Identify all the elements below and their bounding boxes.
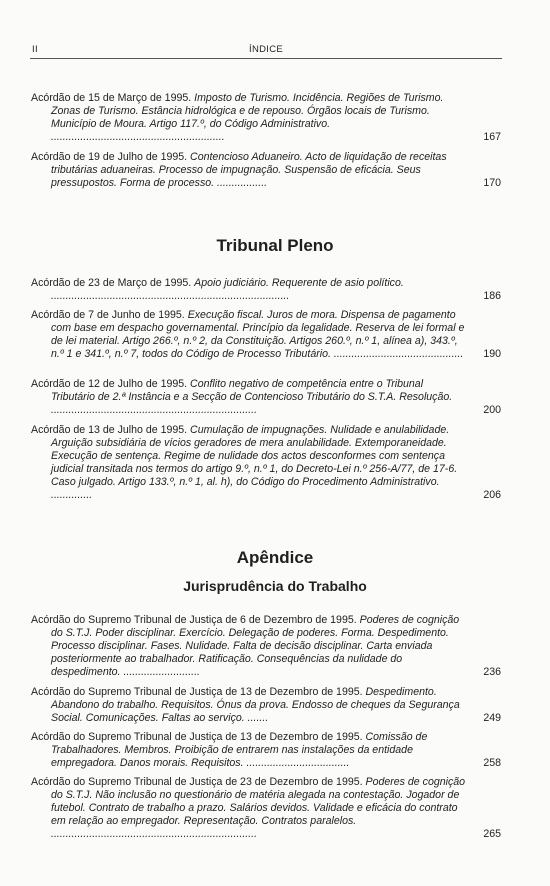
section-title-tribunal-pleno: Tribunal Pleno: [216, 236, 334, 255]
running-header: [30, 42, 502, 59]
entry-topic: Conflito negativo de competência entre o Tribunal Tributário de 2.ª Instância e a Secção de Contencioso Tributário do S.T.A. Resolução. ......................................................................: [51, 378, 453, 416]
entry-topic: Cumulação de impugnações. Nulidade e anulabilidade. Arguição subsidiária de vícios geradores de mera anulabilidade. Extemporaneidade. Execução de sentença. Regime de nulidade dos actos desconformes com sentença judicial transitada nos termos do artigo 9.º, n.º 1, do Decreto-Lei n.º 256-A/77, de 17-6. Caso julgado. Artigo 133.º, n.º 1, al. h), do Código do Procedimento Administrativo. ..............: [51, 424, 458, 501]
entry-page-number: 236: [483, 665, 501, 678]
entry-text: [31, 424, 469, 501]
entry-topic: Despedimento. Abandono do trabalho. Requisitos. Ónus da prova. Endosso de cheques da Segurança Social. Comunicações. Faltas ao serviço. .......: [51, 686, 460, 724]
entry-lead: Acórdão de 23 de Março de 1995.: [31, 277, 192, 289]
entry-topic: Poderes de cognição do S.T.J. Não inclusão no questionário de matéria alegada na contestação. Jogador de futebol. Contrato de trabalho a prazo. Salários devidos. Validade e eficácia do contrato em relação ao empregador. Representação. Contratos paralelos. ......................................................................: [51, 776, 466, 840]
index-entry: [31, 309, 501, 361]
entry-topic: Contencioso Aduaneiro. Acto de liquidação de receitas tributárias aduaneiras. Processo de impugnação. Suspensão de eficácia. Seus pressupostos. Forma de processo. .................: [51, 151, 447, 189]
entry-topic: Execução fiscal. Juros de mora. Dispensa de pagamento com base em despacho governamental. Princípio da legalidade. Reserva de lei formal e de lei material. Artigo 266.º, n.º 2, da Constituição. Artigos 260.º, n.º 1, alínea a), 343.º, n.º 1 e 341.º, n.º 7, todos do Código de Processo Tributário. ............................................: [51, 309, 465, 360]
page-number: II: [32, 44, 38, 55]
index-entry: [31, 776, 501, 841]
index-entry: [31, 731, 501, 770]
entry-lead: Acórdão do Supremo Tribunal de Justiça de 13 de Dezembro de 1995.: [31, 731, 363, 743]
entry-lead: Acórdão do Supremo Tribunal de Justiça de 23 de Dezembro de 1995.: [31, 776, 363, 788]
entry-text: [31, 731, 469, 770]
entry-page-number: 190: [483, 347, 501, 360]
entry-page-number: 170: [483, 176, 501, 189]
entry-page-number: 265: [483, 827, 501, 840]
entry-topic: Poderes de cognição do S.T.J. Poder disciplinar. Exercício. Delegação de poderes. Forma. Despedimento. Processo disciplinar. Fases. Nulidade. Falta de decisão disciplinar. Carta enviada posteriormente ao trabalhador. Ratificação. Consequências da nulidade do despedimento. ..........................: [51, 614, 460, 678]
section-subtitle: Jurisprudência do Trabalho: [183, 578, 367, 594]
entry-page-number: 186: [483, 289, 501, 302]
entry-text: [31, 378, 469, 417]
entry-text: [31, 776, 469, 841]
entry-page-number: 258: [483, 756, 501, 769]
entry-lead: Acórdão do Supremo Tribunal de Justiça de 6 de Dezembro de 1995.: [31, 614, 357, 626]
entry-lead: Acórdão de 7 de Junho de 1995.: [31, 309, 185, 321]
entry-text: [31, 309, 469, 361]
entry-lead: Acórdão do Supremo Tribunal de Justiça de 13 de Dezembro de 1995.: [31, 686, 363, 698]
entry-topic: Comissão de Trabalhadores. Membros. Proibição de entrarem nas instalações da entidade empregadora. Danos morais. Requisitos. ...................................: [51, 731, 428, 769]
entry-text: [31, 686, 469, 725]
section-title-apendice: Apêndice: [236, 548, 314, 567]
entry-text: [31, 614, 469, 679]
entry-text: [31, 92, 469, 144]
entry-page-number: 167: [483, 130, 501, 143]
index-entry: [31, 686, 501, 725]
entry-text: [31, 151, 469, 190]
entry-lead: Acórdão de 12 de Julho de 1995.: [31, 378, 188, 390]
entry-lead: Acórdão de 13 de Julho de 1995.: [31, 424, 188, 436]
entry-topic: Imposto de Turismo. Incidência. Regiões de Turismo. Zonas de Turismo. Estância hidrológica e de repouso. Órgãos locais de Turismo. Município de Moura. Artigo 117.º, do Código Administrativo. ...........................................................: [51, 92, 444, 143]
index-entry: [31, 277, 501, 303]
entry-lead: Acórdão de 19 de Julho de 1995.: [31, 151, 188, 163]
index-entry: [31, 378, 501, 417]
entry-text: [31, 277, 469, 303]
index-entry: [31, 151, 501, 190]
entry-topic: Apoio judiciário. Requerente de asio político. .................................................................................: [51, 277, 404, 302]
index-entry: [31, 92, 501, 144]
entry-page-number: 206: [483, 488, 501, 501]
entry-page-number: 249: [483, 711, 501, 724]
header-title: ÍNDICE: [249, 44, 283, 55]
index-entry: [31, 424, 501, 501]
entry-lead: Acórdão de 15 de Março de 1995.: [31, 92, 192, 104]
entry-page-number: 200: [483, 403, 501, 416]
index-entry: [31, 614, 501, 679]
